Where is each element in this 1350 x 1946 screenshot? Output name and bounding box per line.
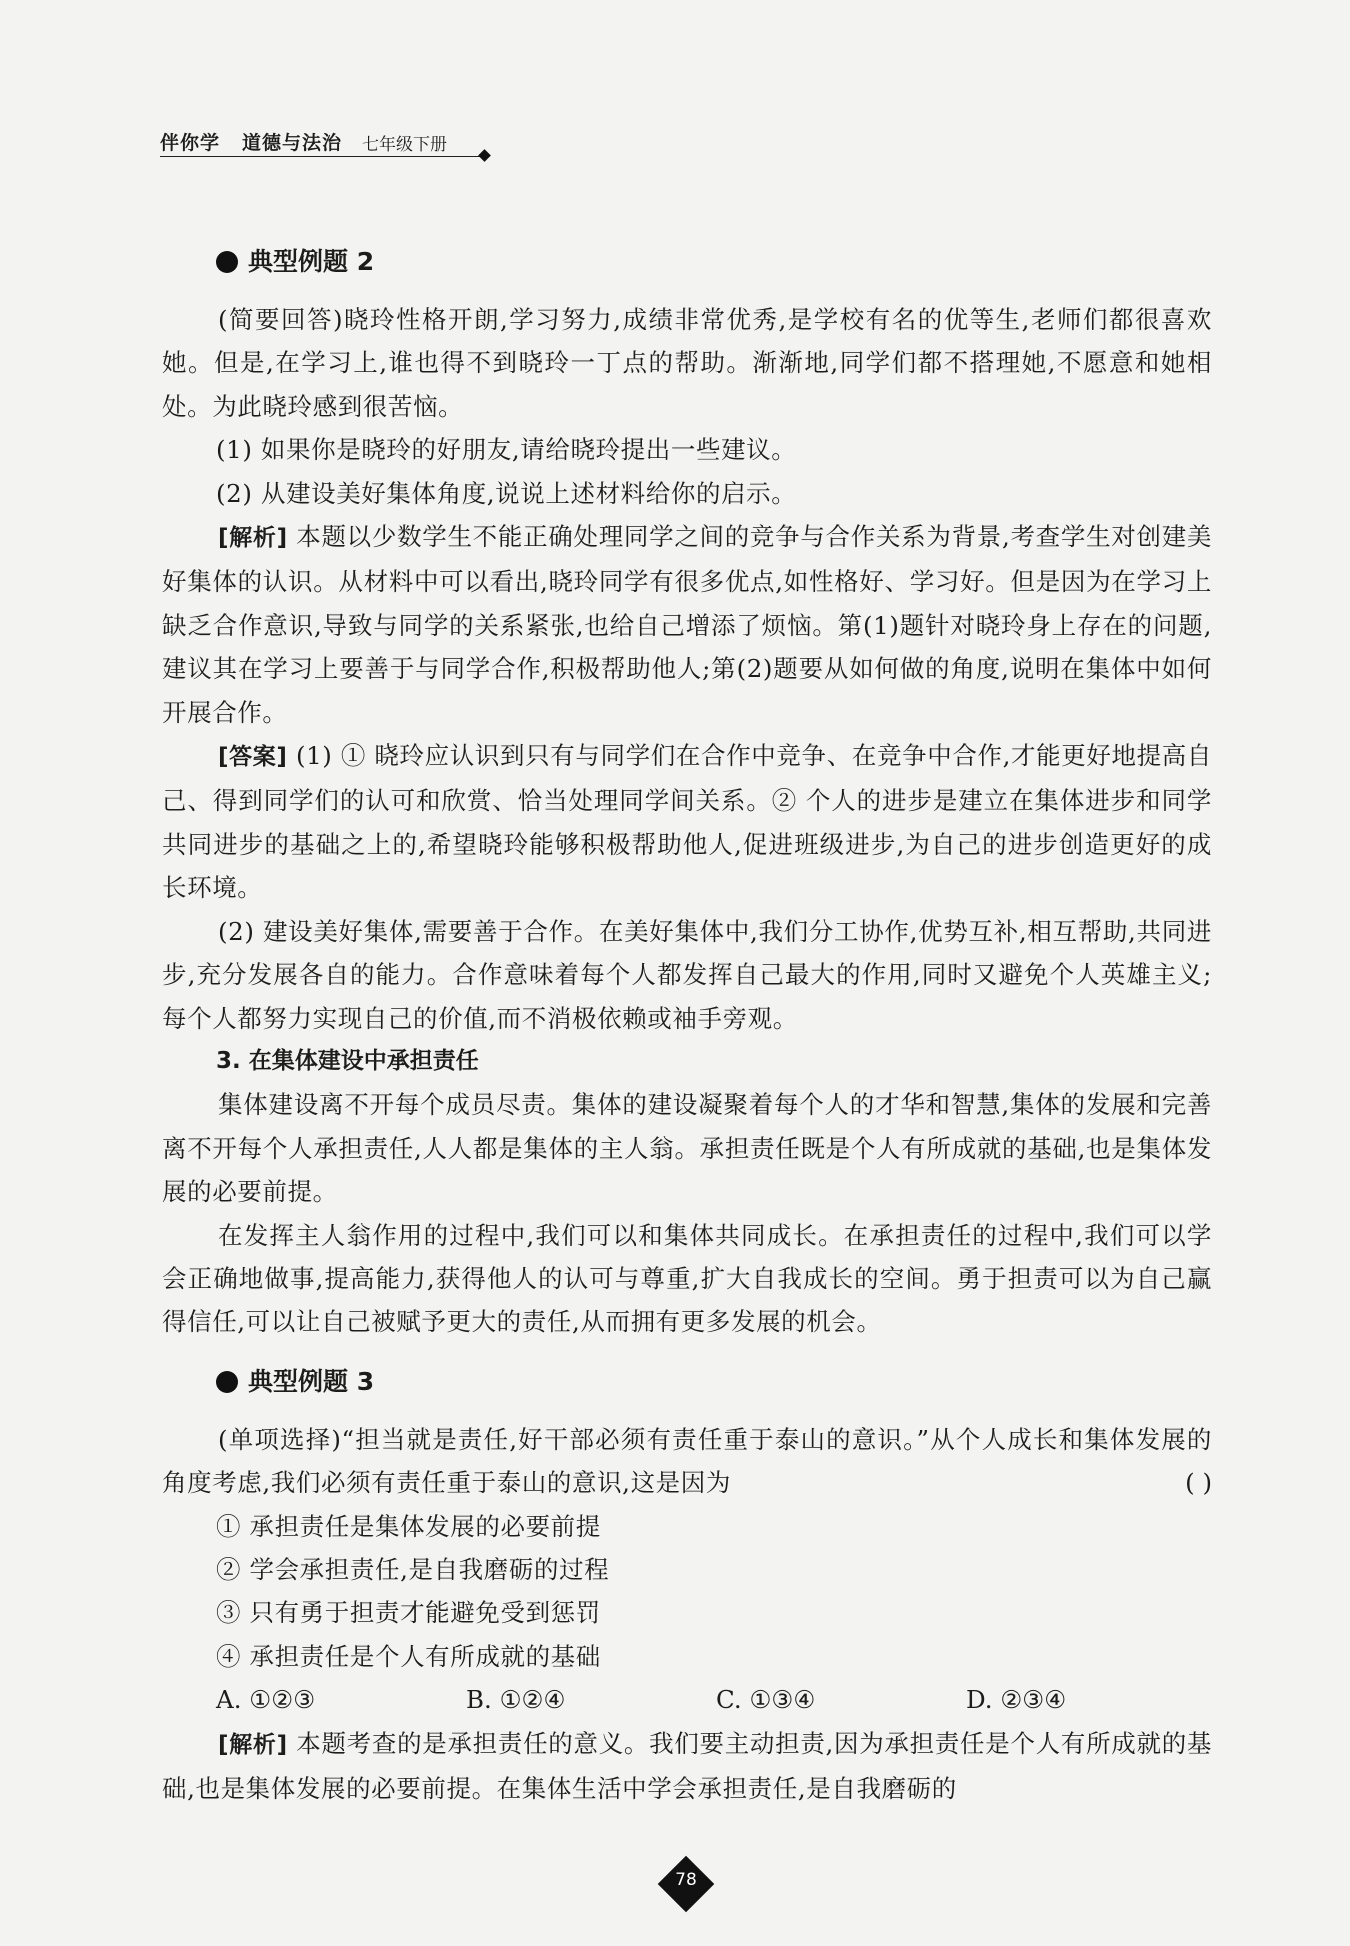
bullet-dot-icon [216,1371,238,1393]
running-header [160,128,490,164]
example-3-question-block [162,1418,1212,1505]
statement-3: ③ 只有勇于担责才能避免受到惩罚 [216,1598,601,1628]
analysis-text: 本题以少数学生不能正确处理同学之间的竞争与合作关系为背景,考查学生对创建美好集体的认识。从材料中可以看出,晓玲同学有很多优点,如性格好、学习好。但是因为在学习上缺乏合作意识,导致与同学的关系紧张,也给自己增添了烦恼。第(1)题针对晓玲身上存在的问题,建议其在学习上要善于与同学合作,积极帮助他人;第(2)题要从如何做的角度,说明在集体中如何开展合作。 [162,522,1213,727]
section-3-title: 3. 在集体建设中承担责任 [216,1047,479,1074]
analysis-tag: [解析] [218,1731,288,1758]
option-b: B. ①②④ [466,1685,566,1715]
analysis-text: 本题考查的是承担责任的意义。我们要主动担责,因为承担责任是个人有所成就的基础,也是集体发展的必要前提。在集体生活中学会承担责任,是自我磨砺的 [162,1728,1213,1803]
page-number: 78 [675,1870,697,1890]
bullet-dot-icon [216,251,238,273]
page-number-badge [658,1856,714,1912]
section-3-paragraph-1: 集体建设离不开每个成员尽责。集体的建设凝聚着每个人的才华和智慧,集体的发展和完善离不开每个人承担责任,人人都是集体的主人翁。承担责任既是个人有所成就的基础,也是集体发展的必要前提。 [162,1090,1212,1207]
grade-label: 七年级下册 [362,135,447,155]
example-2-analysis [162,515,1212,734]
statement-1: ① 承担责任是集体发展的必要前提 [216,1511,601,1541]
example-3-title: 典型例题 3 [248,1366,375,1396]
subject-name: 道德与法治 [242,132,343,154]
main-content [162,238,1212,1810]
statement-4: ④ 承担责任是个人有所成就的基础 [216,1641,601,1671]
analysis-tag: [解析] [218,525,288,552]
example-3-analysis [162,1722,1212,1811]
section-3-paragraph-2: 在发挥主人翁作用的过程中,我们可以和集体共同成长。在承担责任的过程中,我们可以学会正确地做事,提高能力,获得他人的认可与尊重,扩大自我成长的空间。勇于担责可以为自己赢得信任,可以让自己被赋予更大的责任,从而拥有更多发展的机会。 [162,1220,1212,1337]
answer-text-1: (1) ① 晓玲应认识到只有与同学们在合作中竞争、在竞争中合作,才能更好地提高自己、得到同学们的认可和欣赏、恰当处理同学间关系。② 个人的进步是建立在集体进步和同学共同进步的基础之上的,希望晓玲能够积极帮助他人,促进班级进步,为自己的进步创造更好的成长环境。 [162,741,1212,903]
example-2-answer-1 [162,734,1212,910]
option-d: D. ②③④ [966,1685,1067,1715]
example-3-heading [162,1358,1212,1406]
answer-bracket: ( ) [1185,1468,1212,1498]
answer-options [162,1678,1212,1721]
statement-2: ② 学会承担责任,是自我磨砺的过程 [216,1554,610,1584]
header-rule [160,156,485,157]
series-name: 伴你学 [160,132,221,154]
example-2-subquestion-1: (1) 如果你是晓玲的好朋友,请给晓玲提出一些建议。 [216,435,797,465]
answer-tag: [答案] [218,744,288,771]
example-2-answer-2: (2) 建设美好集体,需要善于合作。在美好集体中,我们分工协作,优势互补,相互帮助,共同进步,充分发展各自的能力。合作意味着每个人都发挥自己最大的作用,同时又避免个人英雄主义;每个人都努力实现自己的价值,而不消极依赖或袖手旁观。 [162,916,1212,1033]
example-2-subquestion-2: (2) 从建设美好集体角度,说说上述材料给你的启示。 [216,478,797,508]
diamond-icon [478,149,491,162]
example-2-question: (简要回答)晓玲性格开朗,学习努力,成绩非常优秀,是学校有名的优等生,老师们都很喜欢她。但是,在学习上,谁也得不到晓玲一丁点的帮助。渐渐地,同学们都不搭理她,不愿意和她相处。为此晓玲感到很苦恼。 [162,305,1212,421]
example-3-question: (单项选择)“担当就是责任,好干部必须有责任重于泰山的意识。”从个人成长和集体发展的角度考虑,我们必须有责任重于泰山的意识,这是因为 [162,1424,1212,1498]
option-c: C. ①③④ [716,1685,816,1715]
option-a: A. ①②③ [216,1685,316,1715]
example-2-title: 典型例题 2 [248,247,375,276]
example-2-heading [162,238,1212,286]
